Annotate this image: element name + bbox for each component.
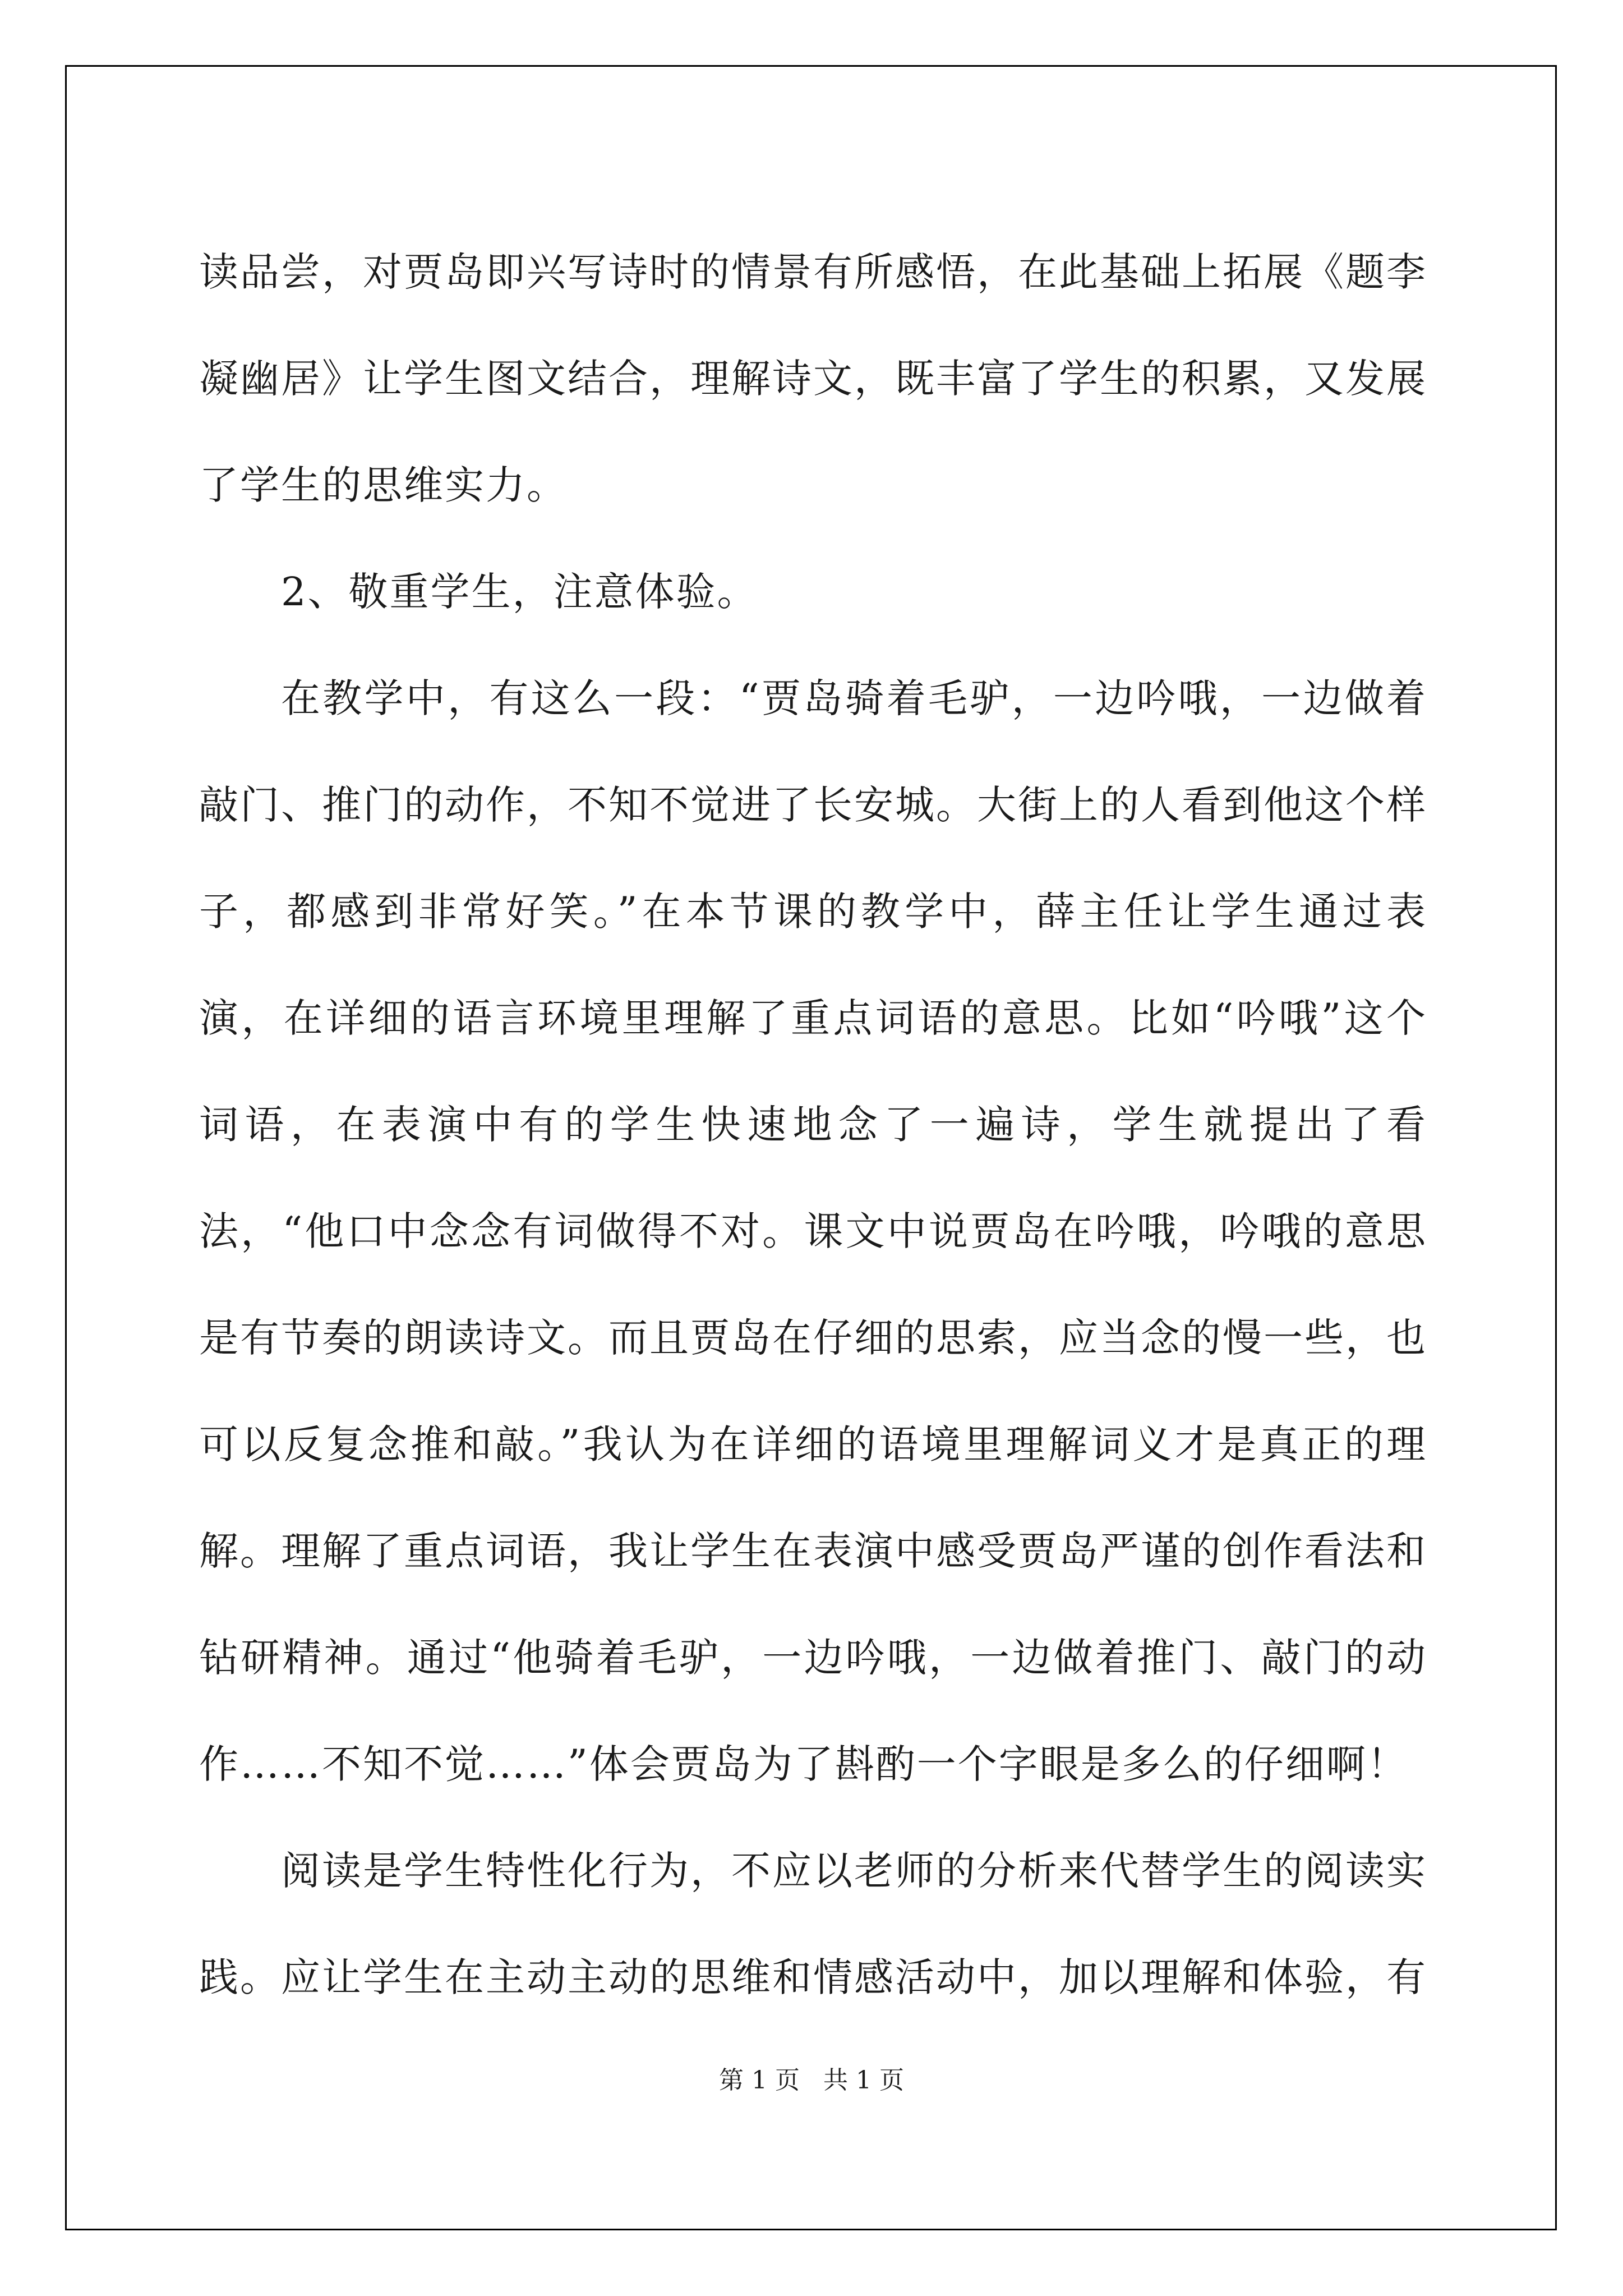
- paragraph-3: 在教学中，有这么一段：“贾岛骑着毛驴，一边吟哦，一边做着敲门、推门的动作，不知不觉进了长安城。大街上的人看到他这个样子，都感到非常好笑。”在本节课的教学中，薛主任让学生通过表演，在详细的语言环境里理解了重点词语的意思。比如“吟哦”这个词语，在表演中有的学生快速地念了一遍诗，学生就提出了看法，“他口中念念有词做得不对。课文中说贾岛在吟哦，吟哦的意思是有节奏的朗读诗文。而且贾岛在仔细的思索，应当念的慢一些，也可以反复念推和敲。”我认为在详细的语境里理解词义才是真正的理解。理解了重点词语，我让学生在表演中感受贾岛严谨的创作看法和钻研精神。通过“他骑着毛驴，一边吟哦，一边做着推门、敲门的动作……不知不觉……”体会贾岛为了斟酌一个字眼是多么的仔细啊！: [199, 675, 1427, 1787]
- document-body: [199, 219, 1427, 2031]
- paragraph-4: 阅读是学生特性化行为，不应以老师的分析来代替学生的阅读实践。应让学生在主动主动的思维和情感活动中，加以理解和体验，有: [199, 1848, 1427, 2000]
- paragraph-2-heading: 2、敬重学生，注意体验。: [281, 569, 758, 615]
- page-number-footer: 第 1 页 共 1 页: [719, 2066, 904, 2095]
- paragraph-1: 读品尝，对贾岛即兴写诗时的情景有所感悟，在此基础上拓展《题李凝幽居》让学生图文结合，理解诗文，既丰富了学生的积累，又发展了学生的思维实力。: [199, 249, 1427, 508]
